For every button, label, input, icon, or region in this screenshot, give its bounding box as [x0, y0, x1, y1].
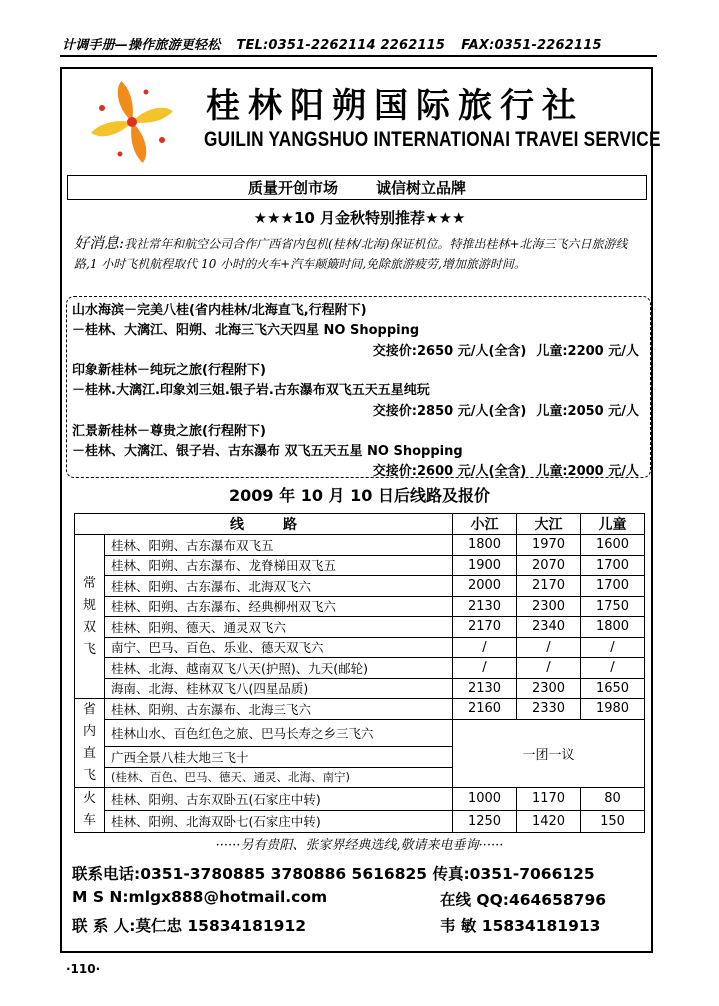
flower-logo-icon: [86, 76, 178, 168]
table-row: [75, 699, 645, 720]
header-bar: [62, 34, 652, 53]
contact-person-2: 韦 敏 15834181913: [440, 917, 601, 935]
route-cell: 桂林、阳朔、德天、通灵双飞六: [105, 617, 453, 638]
table-row: [75, 678, 645, 699]
table-row: [75, 555, 645, 576]
price-big: /: [517, 637, 581, 658]
header-route: 线 路: [75, 514, 453, 535]
price-big: 2170: [517, 576, 581, 597]
route-3-child: 儿童:2000 元/人: [536, 464, 639, 479]
table-row: [75, 535, 645, 556]
route-2-detail: －桂林.大漓江.印象刘三姐.银子岩.古东瀑布双飞五天五星纯玩: [72, 383, 430, 398]
route-1-title: 山水海滨－完美八桂(省内桂林/北海直飞,行程附下): [72, 303, 367, 318]
price-big: 1420: [517, 810, 581, 833]
price-table-title: 2009 年 10 月 10 日后线路及报价: [229, 486, 490, 505]
good-news-lead: 好消息:: [74, 234, 125, 252]
table-row: [75, 658, 645, 679]
route-1-detail: －桂林、大漓江、阳朔、北海三飞六天四星 NO Shopping: [72, 323, 420, 338]
header-child: 儿童: [581, 514, 645, 535]
agency-name-en: GUILIN YANGSHUO INTERNATIONAI TRAVEI SERVICE: [204, 128, 661, 151]
table-row: [75, 617, 645, 638]
route-1-child: 儿童:2200 元/人: [536, 344, 639, 359]
route-3-price: 交接价:2600 元/人(全含): [372, 464, 527, 479]
route-cell: 桂林山水、百色红色之旅、巴马长寿之乡三飞六: [105, 719, 453, 747]
category-province: 省 内 直 飞: [75, 699, 105, 788]
contact-phone: 联系电话:0351-3780885 3780886 5616825 传真:0351-7066125: [72, 865, 595, 883]
price-child: 1700: [581, 555, 645, 576]
price-child: 150: [581, 810, 645, 833]
price-big: 2300: [517, 678, 581, 699]
table-header-row: [75, 514, 645, 535]
good-news: [74, 233, 648, 274]
table-row: [75, 596, 645, 617]
contact-msn: M S N:mlgx888@hotmail.com: [72, 888, 328, 906]
price-negotiable: 一团一议: [453, 719, 645, 788]
price-big: 2330: [517, 699, 581, 720]
header-divider: [60, 55, 657, 57]
price-small: 2130: [453, 596, 517, 617]
table-row: [75, 637, 645, 658]
route-cell: 海南、北海、桂林双飞八(四星品质): [105, 678, 453, 699]
price-child: 1980: [581, 699, 645, 720]
route-cell: 桂林、阳朔、古东瀑布、北海三飞六: [105, 699, 453, 720]
route-cell: 桂林、阳朔、古东双卧五(石家庄中转): [105, 788, 453, 811]
route-cell: 桂林、阳朔、北海双卧七(石家庄中转): [105, 810, 453, 833]
route-1-price-line: [373, 340, 639, 359]
route-3-title: 汇景新桂林－尊贵之旅(行程附下): [72, 424, 266, 439]
route-cell: 桂林、阳朔、古东瀑布、龙脊梯田双飞五: [105, 555, 453, 576]
route-2-price-line: [373, 400, 639, 419]
promo-title: ★★★10 月金秋特别推荐★★★: [253, 209, 466, 227]
price-small: 1000: [453, 788, 517, 811]
price-small: 1800: [453, 535, 517, 556]
price-big: 1170: [517, 788, 581, 811]
price-small: 2130: [453, 678, 517, 699]
route-2-price: 交接价:2850 元/人(全含): [372, 404, 527, 419]
price-small: 1900: [453, 555, 517, 576]
price-small: 2000: [453, 576, 517, 597]
price-small: 2160: [453, 699, 517, 720]
header-tagline: 计调手册—操作旅游更轻松: [62, 38, 221, 53]
route-cell: 桂林、阳朔、古东瀑布、北海双飞六: [105, 576, 453, 597]
price-child: 1700: [581, 576, 645, 597]
price-big: 2340: [517, 617, 581, 638]
table-row: [75, 788, 645, 811]
route-cell: 南宁、巴马、百色、乐业、德天双飞六: [105, 637, 453, 658]
slogan-right: 诚信树立品牌: [376, 179, 467, 197]
price-child: 80: [581, 788, 645, 811]
route-cell: 桂林、阳朔、古东瀑布、经典柳州双飞六: [105, 596, 453, 617]
route-3-price-line: [373, 460, 639, 479]
price-child: /: [581, 637, 645, 658]
page-number: ·110·: [66, 962, 101, 976]
header-fax: FAX:0351-2262115: [461, 38, 602, 53]
category-train: 火 车: [75, 788, 105, 833]
price-small: 1250: [453, 810, 517, 833]
price-child: 1600: [581, 535, 645, 556]
table-row: [75, 719, 645, 747]
price-child: 1750: [581, 596, 645, 617]
route-cell: 桂林、阳朔、古东瀑布双飞五: [105, 535, 453, 556]
price-table: [74, 513, 645, 833]
slogan-bar: [67, 175, 647, 200]
route-cell-sub: (桂林、百色、巴马、德天、通灵、北海、南宁): [105, 767, 453, 788]
agency-name-cn: 桂林阳朔国际旅行社: [206, 86, 584, 126]
contact-person-1: 联 系 人:莫仁忠 15834181912: [72, 917, 307, 935]
contact-qq: 在线 QQ:464658796: [440, 891, 607, 909]
price-child: /: [581, 658, 645, 679]
price-child: 1800: [581, 617, 645, 638]
route-2-child: 儿童:2050 元/人: [536, 404, 639, 419]
header-small: 小江: [453, 514, 517, 535]
header-tel: TEL:0351-2262114 2262115: [236, 38, 446, 53]
route-cell: 广西全景八桂大地三飞十: [105, 747, 453, 768]
price-small: /: [453, 658, 517, 679]
table-row: [75, 810, 645, 833]
price-big: /: [517, 658, 581, 679]
price-small: /: [453, 637, 517, 658]
route-cell: 桂林、北海、越南双飞八天(护照)、九天(邮轮): [105, 658, 453, 679]
category-regular: 常 规 双 飞: [75, 535, 105, 699]
route-3-detail: －桂林、大漓江、银子岩、古东瀑布 双飞五天五星 NO Shopping: [72, 444, 463, 459]
good-news-text: 我社常年和航空公司合作广西省内包机(桂林/北海)保证机位。特推出桂林+北海三飞六日旅游线路,1 小时飞机航程取代 10 小时的火车+汽车颠簸时间,免除旅游疲劳,增加旅游时间。: [74, 237, 628, 271]
route-1-price: 交接价:2650 元/人(全含): [372, 344, 527, 359]
more-routes-note: ······另有贵阳、张家界经典选线,敬请来电垂询······: [215, 838, 504, 853]
table-row: [75, 576, 645, 597]
slogan-left: 质量开创市场: [247, 179, 338, 197]
header-big: 大江: [517, 514, 581, 535]
price-small: 2170: [453, 617, 517, 638]
price-big: 1970: [517, 535, 581, 556]
price-big: 2070: [517, 555, 581, 576]
route-2-title: 印象新桂林－纯玩之旅(行程附下): [72, 363, 266, 378]
price-big: 2300: [517, 596, 581, 617]
price-child: 1650: [581, 678, 645, 699]
